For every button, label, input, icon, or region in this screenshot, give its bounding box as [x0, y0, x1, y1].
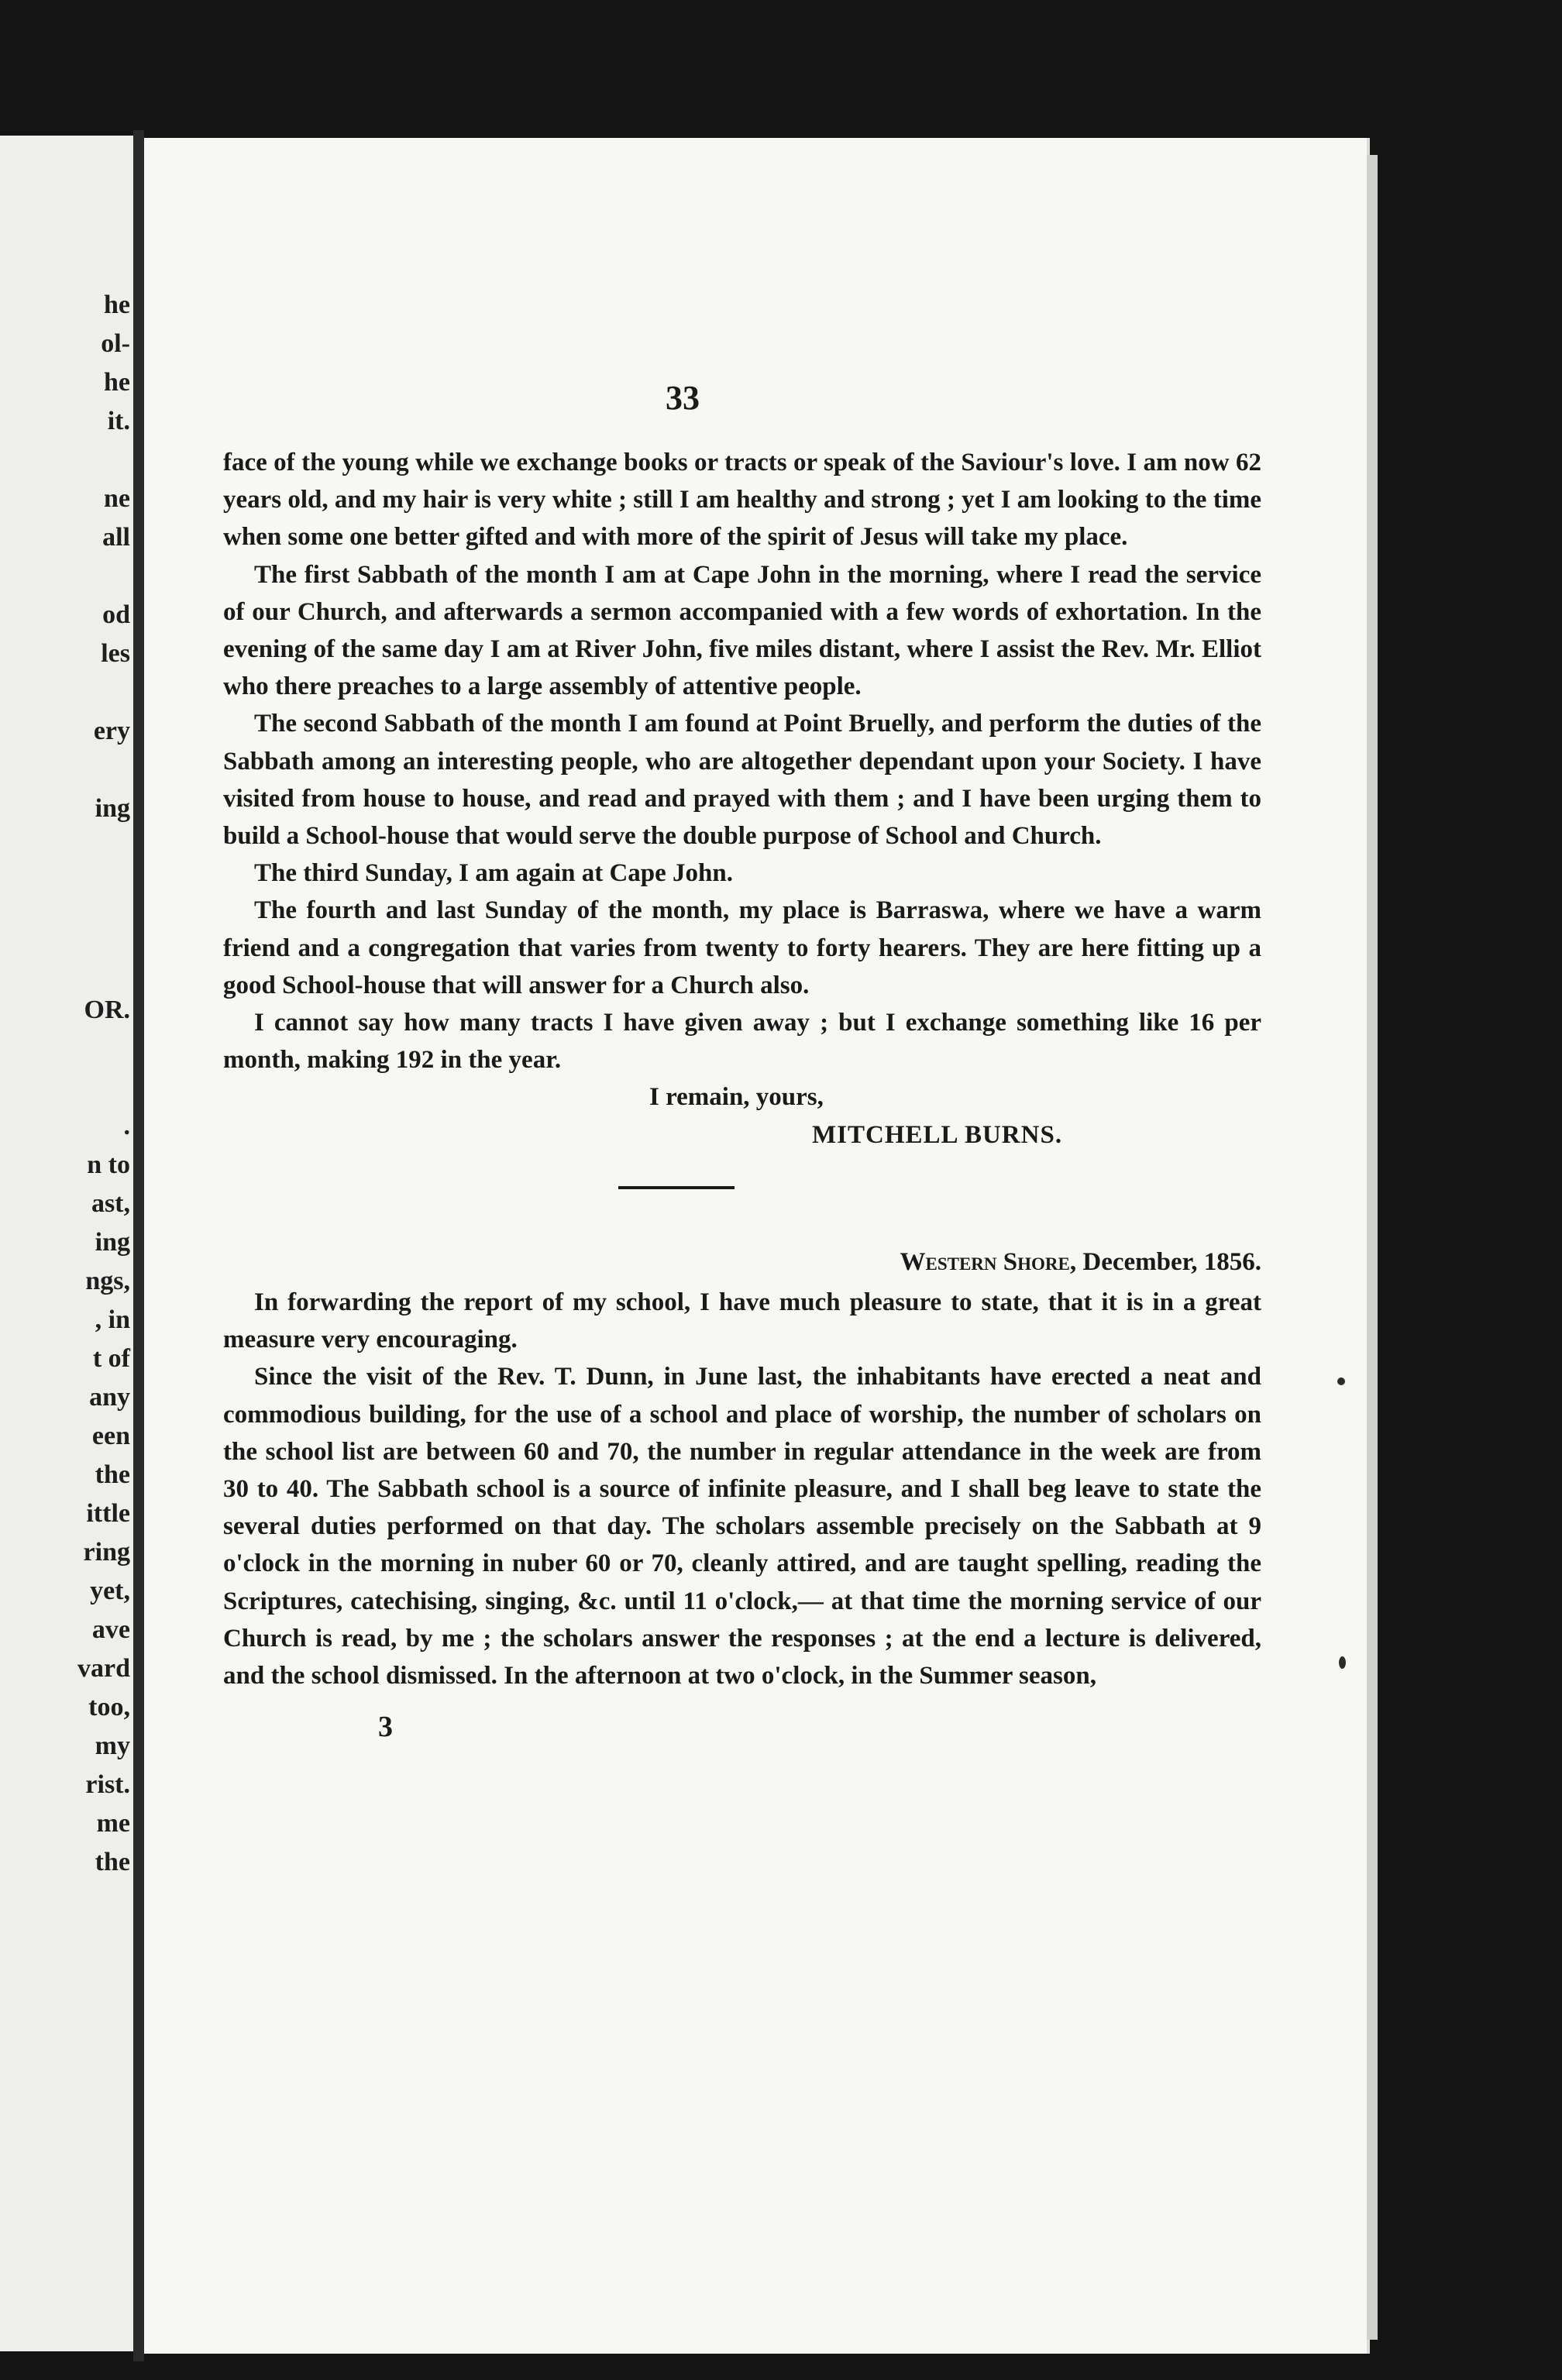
page-number: 33 — [666, 379, 700, 417]
previous-page-text-fragment: too, — [88, 1693, 130, 1721]
book-gutter — [133, 130, 144, 2361]
previous-page-text-fragment: een — [91, 1422, 130, 1450]
previous-page-text-fragment: ing — [95, 794, 130, 823]
previous-page-text-fragment: OR. — [84, 996, 130, 1024]
paragraph-5: The fourth and last Sunday of the month, my place is Barraswa, where we have a warm friend and a congregation that varies from twenty to forty hearers. They are here fitting up a good School-house that will answer for a Church also. — [223, 896, 1261, 999]
paragraph-7: In forwarding the report of my school, I have much pleasure to state, that it is in a great measure very encouraging. — [223, 1288, 1261, 1354]
paragraph-4: The third Sunday, I am again at Cape John. — [254, 859, 733, 888]
previous-page-text-fragment: ast, — [91, 1189, 130, 1218]
paper-speck — [1339, 1656, 1346, 1669]
previous-page-text-fragment: he — [104, 368, 130, 397]
paragraph-3: The second Sabbath of the month I am found at Point Bruelly, and perform the duties of the Sabbath among an interesting people, who are altogether dependant upon your Society. I have visited from house to house, and read and prayed with them ; and I have been urging them to build a School-house that would serve the double purpose of School and Church. — [223, 710, 1261, 851]
previous-page-edge — [0, 136, 138, 2351]
previous-page-text-fragment: les — [101, 639, 130, 668]
page-edge — [1367, 155, 1378, 2340]
previous-page-text-fragment: ngs, — [85, 1267, 130, 1295]
previous-page-text-fragment: ne — [104, 484, 130, 513]
previous-page-text-fragment: the — [95, 1460, 130, 1489]
previous-page-text-fragment: ittle — [86, 1499, 130, 1528]
previous-page-text-fragment: me — [96, 1809, 130, 1838]
letter-signature: MITCHELL BURNS. — [812, 1120, 1063, 1149]
previous-page-text-fragment: he — [104, 291, 130, 319]
paragraph-8: Since the visit of the Rev. T. Dunn, in June last, the inhabitants have erected a neat and commodious building, for the use of a school and place of worship, the number of scholars on the school list are between 60 and 70, the number in regular attendance in the week are from 30 to 40. The Sabbath school is a source of infinite pleasure, and I shall beg leave to state the several duties performed on that day. The scholars assemble precisely on the Sabbath at 9 o'clock in the morning in nuber 60 or 70, cleanly attired, and are taught spelling, reading the Scriptures, catechising, singing, &c. until 11 o'clock,— at that time the morning service of our Church is read, by me ; the scholars answer the responses ; at the end a lecture is delivered, and the school dismissed. In the afternoon at two o'clock, in the Summer season, — [223, 1363, 1261, 1690]
previous-page-text-fragment: it. — [107, 407, 130, 435]
previous-page-text-fragment: all — [102, 523, 130, 552]
dateline-place: Western Shore, — [900, 1247, 1077, 1276]
book-page — [144, 138, 1367, 2354]
letter-dateline — [223, 1243, 1261, 1281]
section-divider — [618, 1186, 735, 1189]
printer-signature-mark: 3 — [378, 1711, 393, 1744]
previous-page-text-fragment: any — [89, 1383, 130, 1412]
previous-page-text-fragment: . — [123, 1112, 130, 1140]
previous-page-text-fragment: vard — [77, 1654, 130, 1683]
paper-speck — [1337, 1377, 1345, 1385]
previous-page-text-fragment: ave — [91, 1615, 130, 1644]
previous-page-text-fragment: ery — [93, 717, 130, 745]
letter-closing: I remain, yours, — [649, 1083, 824, 1112]
previous-page-text-fragment: yet, — [90, 1577, 130, 1605]
previous-page-text-fragment: rist. — [85, 1770, 130, 1799]
previous-page-text-fragment: t of — [92, 1344, 130, 1373]
paragraph-6: I cannot say how many tracts I have given away ; but I exchange something like 16 per month, making 192 in the year. — [223, 1009, 1261, 1075]
previous-page-text-fragment: ring — [83, 1538, 130, 1567]
paragraph-2: The first Sabbath of the month I am at Cape John in the morning, where I read the service of our Church, and afterwards a sermon accompanied with a few words of exhortation. In the evening of the same day I am at River John, five miles distant, where I assist the Rev. Mr. Elliot who there preaches to a large assembly of attentive people. — [223, 560, 1261, 701]
previous-page-text-fragment: n to — [87, 1150, 130, 1179]
page-body — [223, 444, 1261, 1746]
previous-page-text-fragment: my — [95, 1732, 130, 1760]
previous-page-text-fragment: the — [95, 1848, 130, 1876]
previous-page-text-fragment: ol- — [101, 329, 130, 358]
paragraph-1: face of the young while we exchange books or tracts or speak of the Saviour's love. I am now 62 years old, and my hair is very white ; still I am healthy and strong ; yet I am looking to the time when some one better gifted and with more of the spirit of Jesus will take my place. — [223, 449, 1261, 552]
previous-page-text-fragment: ing — [95, 1228, 130, 1257]
previous-page-text-fragment: , in — [95, 1305, 130, 1334]
previous-page-text-fragment: od — [102, 600, 130, 629]
dateline-date: December, 1856. — [1082, 1247, 1261, 1276]
